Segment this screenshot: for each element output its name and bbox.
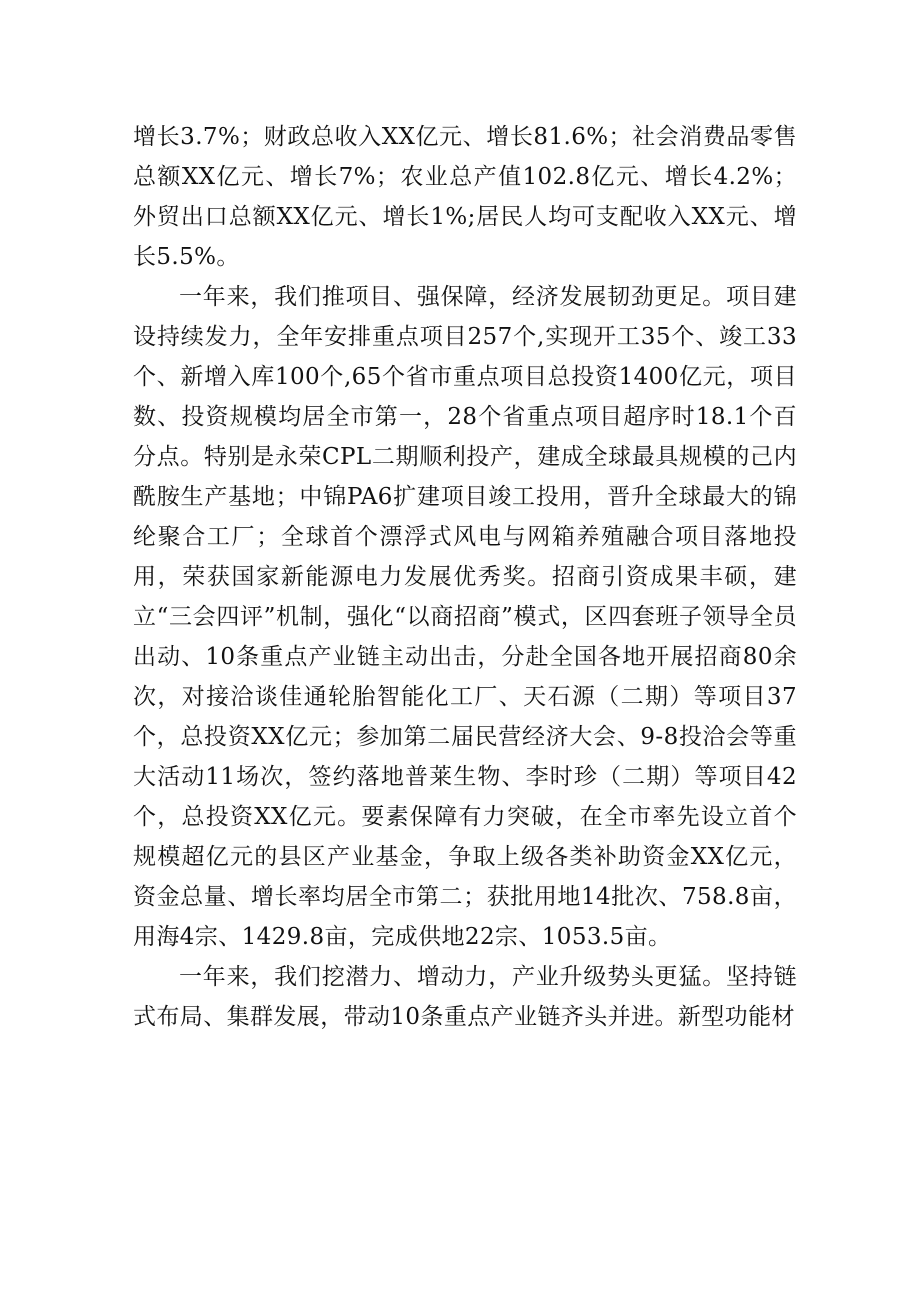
paragraph-industry: 一年来，我们挖潜力、增动力，产业升级势头更猛。坚持链式布局、集群发展，带动10条重点产业链齐头并进。新型功能材 (133, 964, 797, 1030)
document-body (133, 117, 797, 1037)
paragraph-continuation: 增长3.7%；财政总收入XX亿元、增长81.6%；社会消费品零售总额XX亿元、增长7%；农业总产值102.8亿元、增长4.2%；外贸出口总额XX亿元、增长1%;居民人均可支配收入XX元、增长5.5%。 (133, 124, 797, 270)
paragraph-projects: 一年来，我们推项目、强保障，经济发展韧劲更足。项目建设持续发力，全年安排重点项目257个,实现开工35个、竣工33个、新增入库100个,65个省市重点项目总投资1400亿元，项目数、投资规模均居全市第一，28个省重点项目超序时18.1个百分点。特别是永荣CPL二期顺利投产，建成全球最具规模的己内酰胺生产基地；中锦PA6扩建项目竣工投用，晋升全球最大的锦纶聚合工厂；全球首个漂浮式风电与网箱养殖融合项目落地投用，荣获国家新能源电力发展优秀奖。招商引资成果丰硕，建立“三会四评”机制，强化“以商招商”模式，区四套班子领导全员出动、10条重点产业链主动出击，分赴全国各地开展招商80余次，对接洽谈佳通轮胎智能化工厂、天石源（二期）等项目37个，总投资XX亿元；参加第二届民营经济大会、9-8投洽会等重大活动11场次，签约落地普莱生物、李时珍（二期）等项目42个，总投资XX亿元。要素保障有力突破，在全市率先设立首个规模超亿元的县区产业基金，争取上级各类补助资金XX亿元，资金总量、增长率均居全市第二；获批用地14批次、758.8亩，用海4宗、1429.8亩，完成供地22宗、1053.5亩。 (133, 284, 797, 950)
